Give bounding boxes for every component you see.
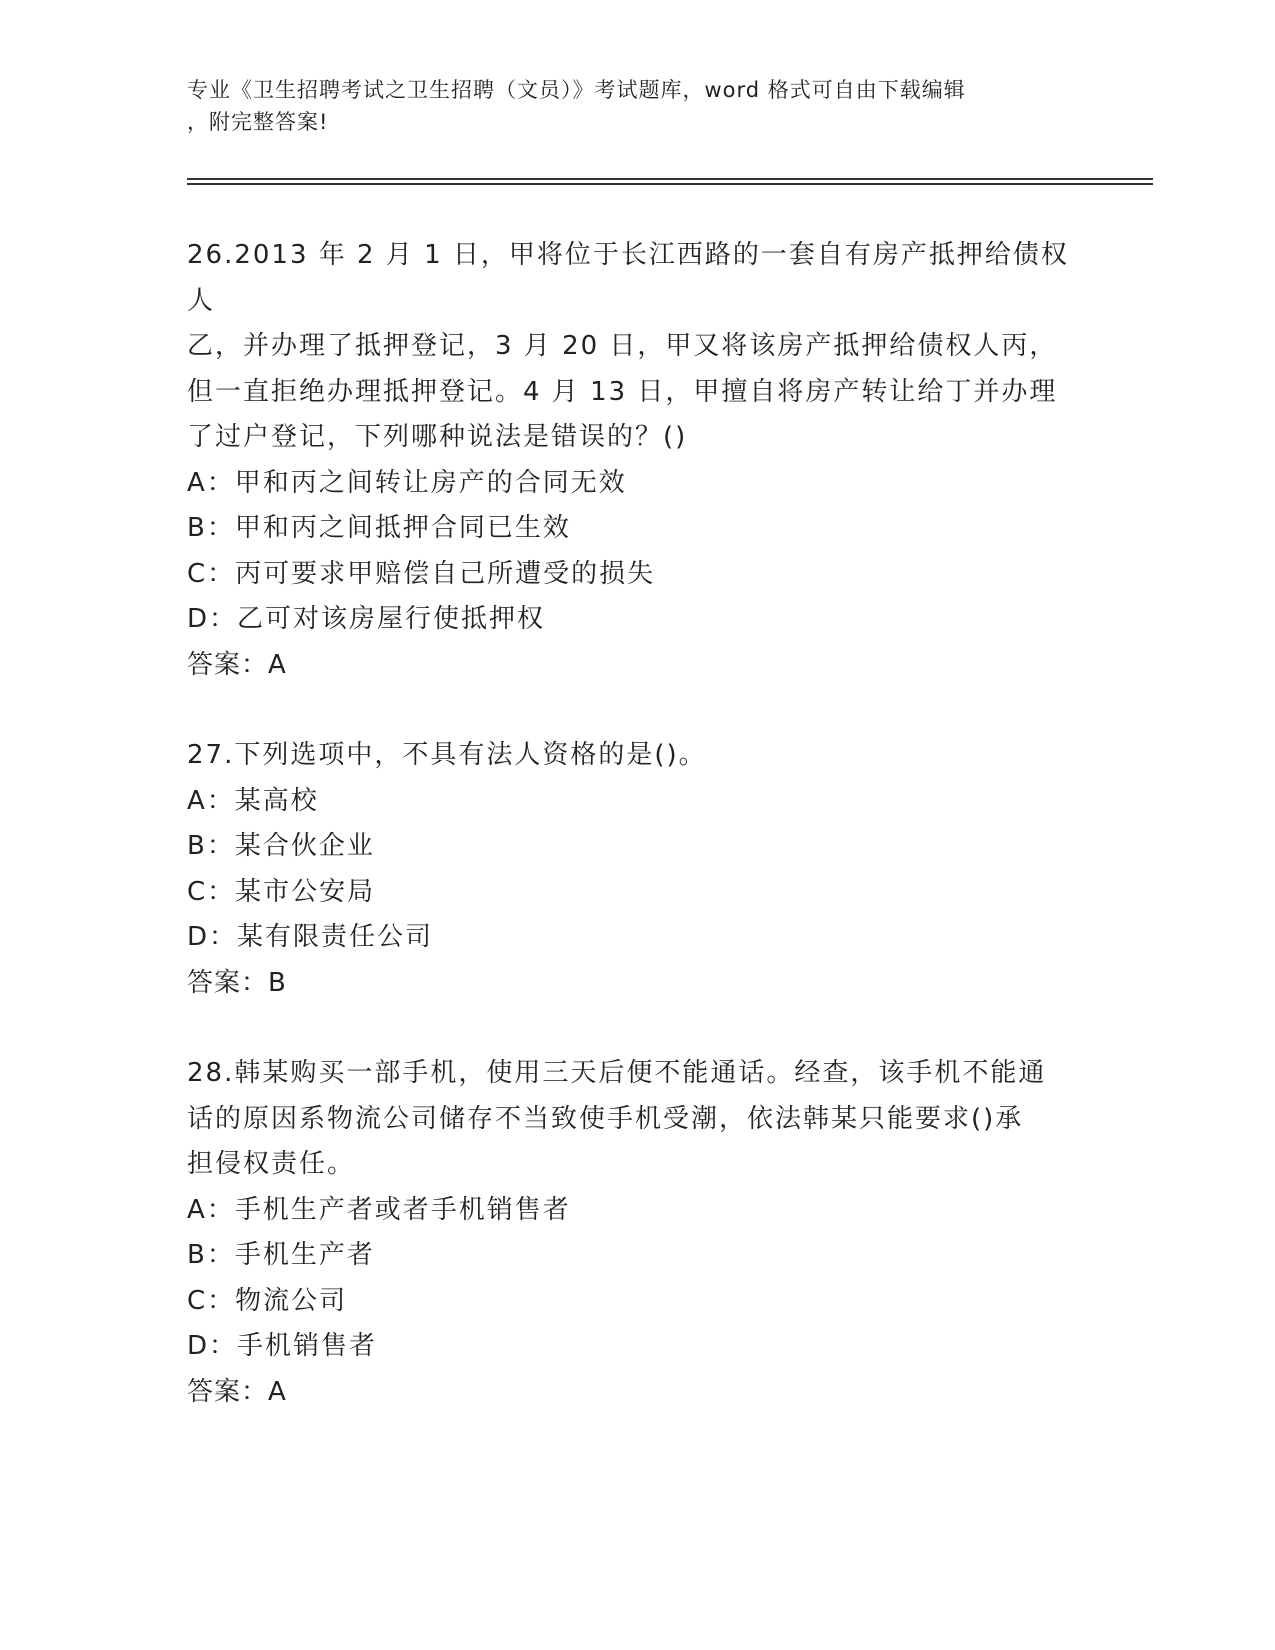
header-line-2: ，附完整答案! (187, 110, 329, 134)
option-b: B：某合伙企业 (187, 831, 375, 861)
question-stem-line: 27.下列选项中，不具有法人资格的是()。 (187, 740, 707, 770)
question-stem-line: 话的原因系物流公司储存不当致使手机受潮，依法韩某只能要求()承 (187, 1103, 1024, 1134)
header-line-1: 专业《卫生招聘考试之卫生招聘（文员）》考试题库，word 格式可自由下载编辑 (187, 78, 966, 102)
answer-label: 答案：A (187, 649, 287, 680)
question-list (187, 233, 1087, 1460)
question-28 (187, 1051, 1087, 1415)
header-divider-top (187, 178, 1153, 180)
option-d: D：某有限责任公司 (187, 922, 434, 952)
option-c: C：物流公司 (187, 1285, 348, 1316)
document-header (187, 74, 1067, 138)
answer-label: 答案：B (187, 967, 287, 998)
question-stem-line: 了过户登记，下列哪种说法是错误的？() (187, 422, 688, 452)
question-stem-line: 28.韩某购买一部手机，使用三天后便不能通话。经查，该手机不能通 (187, 1058, 1047, 1088)
option-a: A：手机生产者或者手机销售者 (187, 1194, 571, 1225)
option-b: B：甲和丙之间抵押合同已生效 (187, 513, 571, 543)
option-a: A：甲和丙之间转让房产的合同无效 (187, 467, 627, 498)
header-divider-bottom (187, 183, 1153, 185)
option-c: C：丙可要求甲赔偿自己所遭受的损失 (187, 558, 656, 589)
option-a: A：某高校 (187, 785, 319, 816)
question-stem-line: 乙，并办理了抵押登记，3 月 20 日，甲又将该房产抵押给债权人丙， (187, 331, 1058, 361)
question-27 (187, 733, 1087, 1006)
option-b: B：手机生产者 (187, 1240, 375, 1270)
question-stem-line: 26.2013 年 2 月 1 日，甲将位于长江西路的一套自有房产抵押给债权人 (187, 240, 1069, 316)
option-c: C：某市公安局 (187, 876, 376, 907)
question-stem-line: 担侵权责任。 (187, 1149, 356, 1179)
question-26 (187, 233, 1087, 688)
option-d: D：手机销售者 (187, 1331, 378, 1361)
question-stem-line: 但一直拒绝办理抵押登记。4 月 13 日，甲擅自将房产转让给丁并办理 (187, 376, 1058, 407)
answer-label: 答案：A (187, 1376, 287, 1407)
option-d: D：乙可对该房屋行使抵押权 (187, 604, 546, 634)
